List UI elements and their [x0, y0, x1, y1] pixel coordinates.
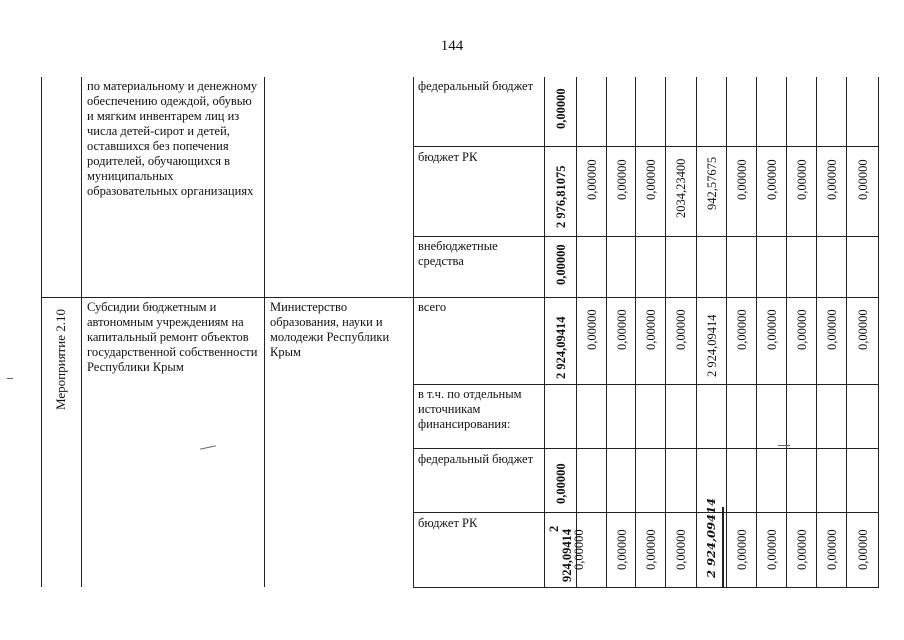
scan-mark	[7, 378, 13, 379]
year-value: 0,00000	[644, 529, 658, 570]
year-value: 0,00000	[856, 159, 870, 200]
year-value: 0,00000	[856, 529, 870, 570]
row-divider	[413, 384, 879, 385]
column-divider	[413, 77, 414, 587]
year-value: 0,00000	[765, 529, 779, 570]
table-border-right	[878, 77, 879, 587]
row-divider	[413, 512, 879, 513]
funding-source-label: в т.ч. по отдельным источникам финансирования:	[418, 387, 522, 431]
funding-source-label: федеральный бюджет	[418, 79, 534, 93]
column-divider	[726, 77, 727, 587]
year-value: 2 924,09414	[705, 314, 719, 377]
source-total: 0,00000	[554, 463, 568, 504]
year-value: 0,00000	[615, 529, 629, 570]
measure-description: по материальному и денежному обеспечению одеждой, обувью и мягким инвентарем лиц из числа детей-сирот и детей, оставшихся без попечения родителей, обучающихся в муниципальных образовательных организациях	[87, 79, 258, 198]
year-value: 942,57675	[705, 156, 719, 210]
executor: Министерство образования, науки и молодежи Республики Крым	[270, 300, 390, 359]
funding-source-label: бюджет РК	[418, 150, 478, 164]
year-value: 0,00000	[674, 529, 688, 570]
measure-description: Субсидии бюджетным и автономным учреждениям на капитальный ремонт объектов государственной собственности Республики Крым	[87, 300, 258, 374]
source-total-line1: 2	[547, 525, 561, 532]
source-total-line2: 924,09414	[560, 528, 574, 582]
year-value: 0,00000	[644, 159, 658, 200]
year-value: 0,00000	[735, 159, 749, 200]
source-total: 2 924,09414	[554, 316, 568, 379]
funding-source-label: внебюджетные средства	[418, 239, 498, 268]
table-border-left	[41, 77, 42, 587]
column-divider	[786, 77, 787, 587]
source-total: 2 976,81075	[554, 165, 568, 228]
year-value: 0,00000	[825, 309, 839, 350]
page-number: 144	[440, 38, 464, 54]
year-value: 0,00000	[644, 309, 658, 350]
column-divider	[264, 77, 265, 587]
scan-mark	[778, 445, 790, 446]
year-value: 0,00000	[615, 309, 629, 350]
column-divider	[576, 77, 577, 587]
year-value: 0,00000	[585, 309, 599, 350]
column-divider	[606, 77, 607, 587]
funding-source-label: всего	[418, 300, 447, 314]
column-divider	[544, 77, 545, 587]
row-divider	[413, 236, 879, 237]
table-border-bottom	[413, 587, 879, 588]
source-total: 0,00000	[554, 88, 568, 129]
year-value: 0,00000	[825, 159, 839, 200]
funding-source-label: федеральный бюджет	[418, 452, 534, 466]
source-total: 0,00000	[554, 244, 568, 285]
year-value: 0,00000	[674, 309, 688, 350]
year-value: 0,00000	[795, 309, 809, 350]
year-value: 0,00000	[585, 159, 599, 200]
column-divider	[756, 77, 757, 587]
row-divider	[413, 146, 879, 147]
column-divider	[816, 77, 817, 587]
year-value: 0,00000	[795, 529, 809, 570]
handwritten-value: 2 924,09414	[704, 497, 718, 578]
measure-id: Мероприятие 2.10	[53, 309, 68, 410]
column-divider	[81, 77, 82, 587]
handwritten-correction-mark	[722, 507, 724, 587]
year-value: 2034,23400	[674, 158, 688, 218]
year-value: 0,00000	[765, 309, 779, 350]
year-value: 0,00000	[735, 529, 749, 570]
year-value: 0,00000	[825, 529, 839, 570]
year-value: 0,00000	[735, 309, 749, 350]
year-value: 0,00000	[765, 159, 779, 200]
column-divider	[846, 77, 847, 587]
year-value: 0,00000	[795, 159, 809, 200]
year-value: 0,00000	[856, 309, 870, 350]
column-divider	[665, 77, 666, 587]
row-divider	[41, 297, 879, 298]
year-value: 0,00000	[572, 529, 586, 570]
scan-mark	[200, 445, 216, 449]
year-value: 0,00000	[615, 159, 629, 200]
funding-source-label: бюджет РК	[418, 516, 478, 530]
column-divider	[696, 77, 697, 587]
row-divider	[413, 448, 879, 449]
column-divider	[635, 77, 636, 587]
